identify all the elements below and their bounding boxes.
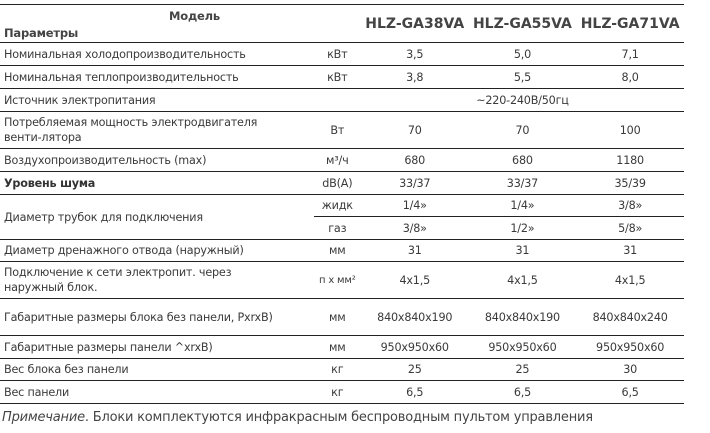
value-cell: 31 [469, 240, 577, 262]
param-unit: п х мм² [314, 262, 361, 299]
param-name: Вес блока без панели [0, 359, 314, 381]
param-name: Подключение к сети электропит. через наружный блок. [0, 262, 314, 299]
value-cell: 840x840x240 [576, 299, 684, 336]
value-cell: 7,1 [576, 43, 684, 66]
table-row [0, 359, 684, 381]
param-unit: мм [314, 240, 361, 262]
value-cell: 4x1,5 [576, 262, 684, 299]
table-row [0, 89, 684, 112]
value-cell: 1180 [576, 149, 684, 172]
value-cell: 840x840x190 [469, 299, 577, 336]
model-header: HLZ-GA55VA [469, 5, 577, 43]
value-cell: 33/37 [361, 172, 469, 195]
param-unit: мм [314, 336, 361, 359]
value-cell: 4x1,5 [361, 262, 469, 299]
value-cell: 6,5 [361, 381, 469, 404]
value-cell: 1/2» [469, 217, 577, 240]
header-params-cell [0, 5, 314, 43]
value-cell: 25 [469, 359, 577, 381]
param-name: Воздухопроизводительность (max) [0, 149, 314, 172]
value-cell: 5,5 [469, 66, 577, 89]
value-cell: 680 [469, 149, 577, 172]
param-name: Потребляемая мощность электродвигателя венти-лятора [0, 112, 314, 149]
param-name: Вес панели [0, 381, 314, 404]
table-row [0, 381, 684, 404]
value-cell: 840x840x190 [361, 299, 469, 336]
param-unit: м³/ч [314, 149, 361, 172]
param-unit: dB(A) [314, 172, 361, 195]
param-unit: газ [314, 217, 361, 240]
value-cell: 33/37 [469, 172, 577, 195]
value-cell: 3,8 [361, 66, 469, 89]
table-row [0, 43, 684, 66]
note-label: Примечание [2, 410, 85, 425]
value-cell: 3,5 [361, 43, 469, 66]
value-cell: 680 [361, 149, 469, 172]
value-cell: 30 [576, 359, 684, 381]
table-header-row [0, 5, 684, 43]
value-cell: 31 [361, 240, 469, 262]
param-unit: кВт [314, 66, 361, 89]
param-name: Диаметр дренажного отвода (наружный) [0, 240, 314, 262]
param-unit: жидк [314, 195, 361, 217]
value-cell: 6,5 [576, 381, 684, 404]
model-header: HLZ-GA38VA [361, 5, 469, 43]
table-row [0, 240, 684, 262]
value-cell: 4x1,5 [469, 262, 577, 299]
value-cell: 70 [361, 112, 469, 149]
param-unit: кг [314, 381, 361, 404]
table-row [0, 299, 684, 336]
model-header: HLZ-GA71VA [576, 5, 684, 43]
table-row [0, 149, 684, 172]
value-cell: 6,5 [469, 381, 577, 404]
value-cell-span: ~220-240В/50гц [361, 89, 684, 112]
param-name: Диаметр трубок для подключения [0, 195, 314, 240]
table-row [0, 112, 684, 149]
param-unit: Вт [314, 112, 361, 149]
value-cell: 1/4» [361, 195, 469, 217]
footnote [2, 410, 593, 425]
table-row [0, 262, 684, 299]
param-name: Уровень шума [0, 172, 314, 195]
value-cell: 8,0 [576, 66, 684, 89]
table-row [0, 336, 684, 359]
table-row [0, 172, 684, 195]
param-name: Габаритные размеры блока без панели, PxrxB) [0, 299, 314, 336]
value-cell: 950x950x60 [576, 336, 684, 359]
value-cell: 31 [576, 240, 684, 262]
value-cell: 5,0 [469, 43, 577, 66]
note-text: . Блоки комплектуются инфракрасным беспроводным пультом управления [84, 410, 593, 425]
table-row [0, 195, 684, 217]
value-cell: 1/4» [469, 195, 577, 217]
param-unit: кВт [314, 43, 361, 66]
param-unit: мм [314, 299, 361, 336]
model-label: Модель [169, 9, 220, 23]
value-cell: 70 [469, 112, 577, 149]
params-label: Параметры [4, 26, 79, 40]
value-cell: 950x950x60 [361, 336, 469, 359]
value-cell: 3/8» [361, 217, 469, 240]
value-cell: 3/8» [576, 195, 684, 217]
value-cell: 25 [361, 359, 469, 381]
param-unit [314, 89, 361, 112]
value-cell: 100 [576, 112, 684, 149]
value-cell: 35/39 [576, 172, 684, 195]
param-name: Габаритные размеры панели ^xrxB) [0, 336, 314, 359]
table-row [0, 66, 684, 89]
param-name: Источник электропитания [0, 89, 314, 112]
value-cell: 950x950x60 [469, 336, 577, 359]
value-cell: 5/8» [576, 217, 684, 240]
param-name: Номинальная теплопроизводительность [0, 66, 314, 89]
specs-table [0, 4, 684, 404]
param-name: Номинальная холодопроизводительность [0, 43, 314, 66]
param-unit: кг [314, 359, 361, 381]
